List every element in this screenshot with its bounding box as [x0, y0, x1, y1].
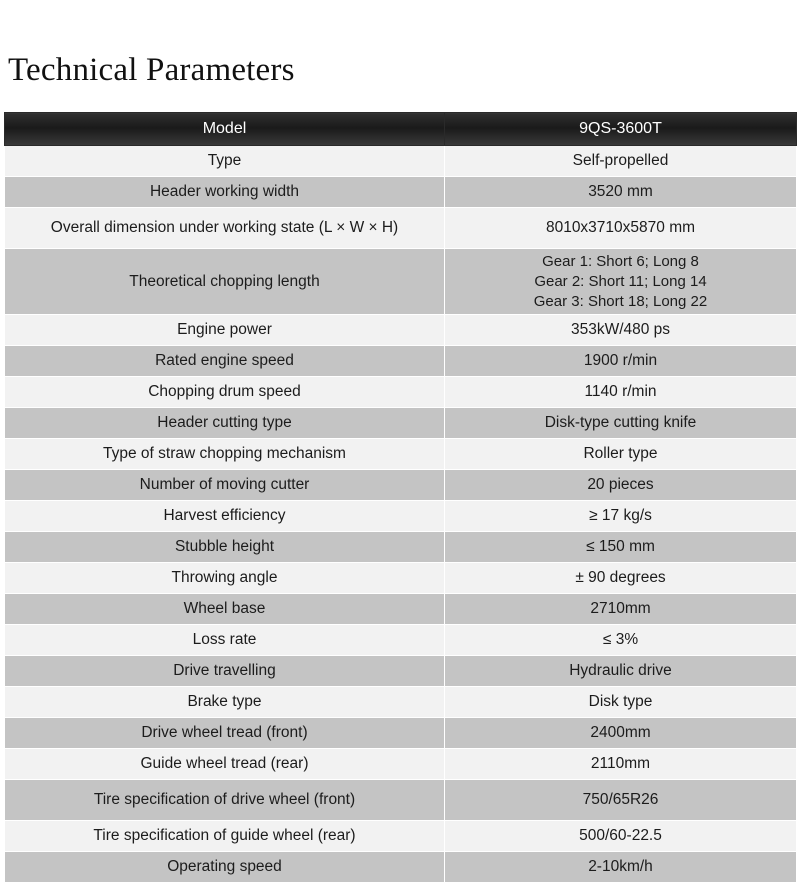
table-header-row	[5, 113, 797, 146]
table-cell-value: ≤ 3%	[445, 625, 797, 656]
table-cell-value: 2-10km/h	[445, 852, 797, 883]
header-cell-parameter: Model	[5, 113, 445, 146]
header-cell-value: 9QS-3600T	[445, 113, 797, 146]
table-cell-value: 353kW/480 ps	[445, 315, 797, 346]
table-row	[5, 346, 797, 377]
table-cell-value: Disk type	[445, 687, 797, 718]
table-cell-parameter: Brake type	[5, 687, 445, 718]
table-cell-value: 2710mm	[445, 594, 797, 625]
table-row	[5, 470, 797, 501]
table-cell-value-line: Gear 2: Short 11; Long 14	[534, 272, 707, 290]
table-cell-parameter: Throwing angle	[5, 563, 445, 594]
table-cell-value: ≤ 150 mm	[445, 532, 797, 563]
table-row	[5, 208, 797, 249]
table-cell-value: ± 90 degrees	[445, 563, 797, 594]
table-cell-parameter: Header working width	[5, 177, 445, 208]
table-row	[5, 377, 797, 408]
page-title: Technical Parameters	[8, 52, 295, 88]
table-cell-value: 750/65R26	[445, 780, 797, 821]
table-cell-value: Self-propelled	[445, 146, 797, 177]
table-row	[5, 315, 797, 346]
table-cell-parameter: Number of moving cutter	[5, 470, 445, 501]
table-row	[5, 439, 797, 470]
table-row	[5, 852, 797, 883]
table-cell-value: ≥ 17 kg/s	[445, 501, 797, 532]
table-row	[5, 146, 797, 177]
table-cell-parameter: Overall dimension under working state (L × W × H)	[5, 208, 445, 249]
table-row	[5, 532, 797, 563]
table-cell-value: Hydraulic drive	[445, 656, 797, 687]
table-cell-parameter: Guide wheel tread (rear)	[5, 749, 445, 780]
table-cell-value: 20 pieces	[445, 470, 797, 501]
table-row	[5, 249, 797, 315]
table-cell-value	[445, 249, 797, 315]
table-row	[5, 177, 797, 208]
table-row	[5, 821, 797, 852]
table-row	[5, 625, 797, 656]
table-cell-parameter: Engine power	[5, 315, 445, 346]
table-cell-parameter: Rated engine speed	[5, 346, 445, 377]
table-cell-value: 1900 r/min	[445, 346, 797, 377]
table-row	[5, 749, 797, 780]
table-row	[5, 563, 797, 594]
table-cell-parameter: Operating speed	[5, 852, 445, 883]
table-cell-value: Roller type	[445, 439, 797, 470]
table-row	[5, 656, 797, 687]
table-cell-value: 500/60-22.5	[445, 821, 797, 852]
table-cell-value: 1140 r/min	[445, 377, 797, 408]
table-row	[5, 687, 797, 718]
table-cell-value: 2400mm	[445, 718, 797, 749]
table-cell-parameter: Header cutting type	[5, 408, 445, 439]
table-cell-value: 2110mm	[445, 749, 797, 780]
table-cell-parameter: Chopping drum speed	[5, 377, 445, 408]
table-cell-value: 8010x3710x5870 mm	[445, 208, 797, 249]
table-cell-value: 3520 mm	[445, 177, 797, 208]
technical-parameters-table	[4, 112, 797, 883]
table-row	[5, 780, 797, 821]
table-cell-parameter: Theoretical chopping length	[5, 249, 445, 315]
table-cell-parameter: Loss rate	[5, 625, 445, 656]
technical-parameters-table-wrap	[4, 112, 796, 883]
table-cell-parameter: Type	[5, 146, 445, 177]
table-cell-value-line: Gear 1: Short 6; Long 8	[542, 253, 699, 270]
table-body	[5, 113, 797, 883]
table-row	[5, 718, 797, 749]
table-cell-parameter: Tire specification of guide wheel (rear)	[5, 821, 445, 852]
table-cell-parameter: Drive wheel tread (front)	[5, 718, 445, 749]
table-row	[5, 594, 797, 625]
table-cell-parameter: Drive travelling	[5, 656, 445, 687]
table-cell-parameter: Tire specification of drive wheel (front)	[5, 780, 445, 821]
table-row	[5, 408, 797, 439]
table-row	[5, 501, 797, 532]
table-cell-parameter: Type of straw chopping mechanism	[5, 439, 445, 470]
table-cell-parameter: Harvest efficiency	[5, 501, 445, 532]
table-cell-value-line: Gear 3: Short 18; Long 22	[533, 292, 708, 310]
table-cell-parameter: Stubble height	[5, 532, 445, 563]
table-cell-value: Disk-type cutting knife	[445, 408, 797, 439]
table-cell-parameter: Wheel base	[5, 594, 445, 625]
